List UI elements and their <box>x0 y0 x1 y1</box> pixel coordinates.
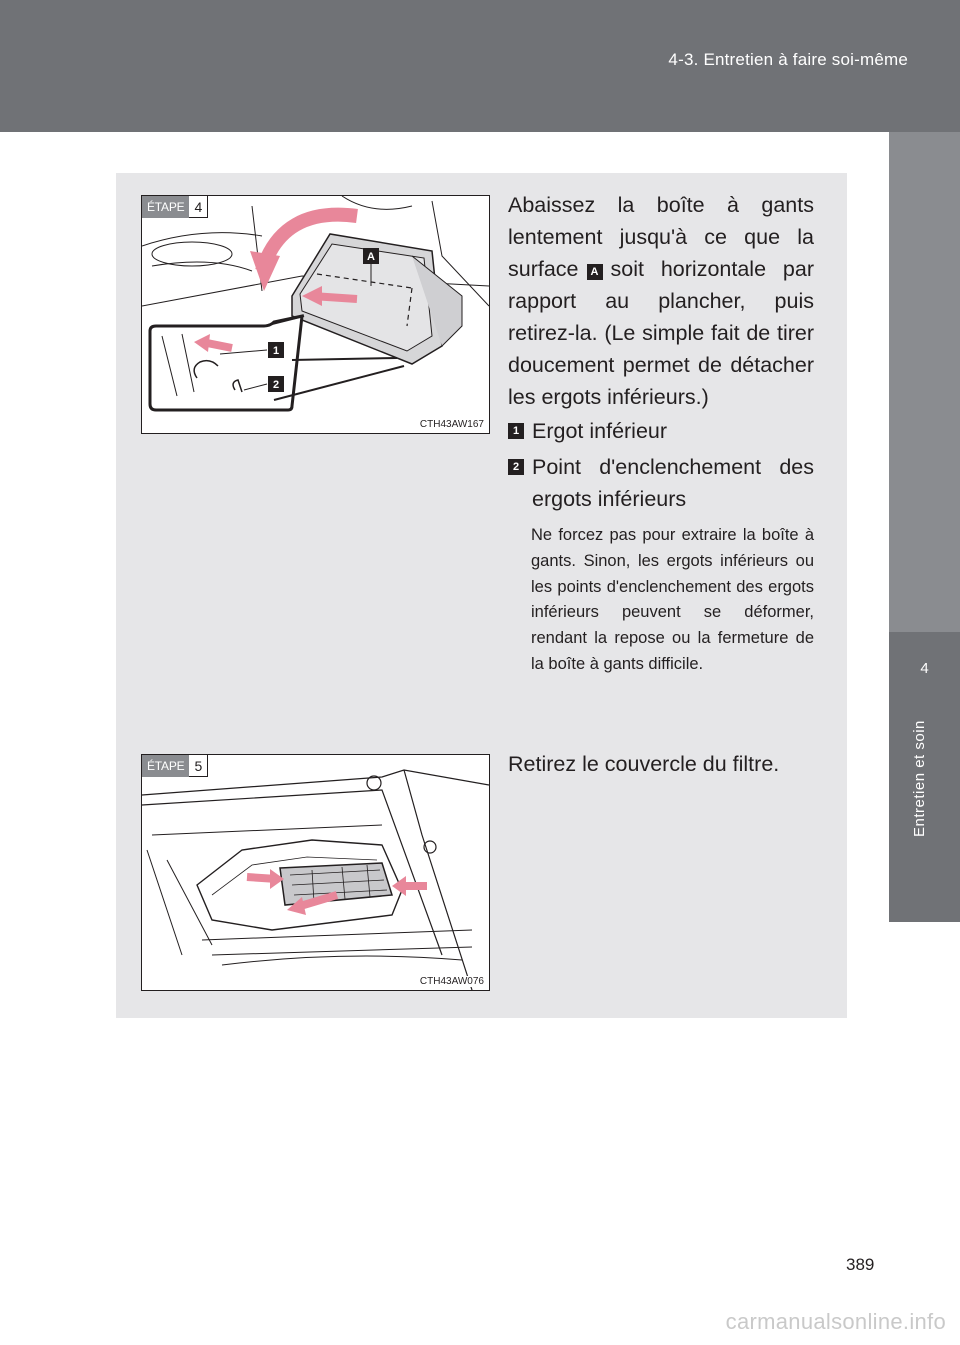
glove-box-illustration <box>142 196 489 433</box>
legend-item <box>508 451 814 515</box>
step-4-text-start: Abaissez la boîte à gants lentement jusqu'à ce que la surface <box>508 193 814 281</box>
step-badge-number: 5 <box>189 755 208 777</box>
side-tab-upper <box>889 132 960 632</box>
marker-2-icon: 2 <box>508 459 524 475</box>
step-badge <box>142 196 208 218</box>
step-badge-number: 4 <box>189 196 208 218</box>
step-5-instruction: Retirez le couvercle du filtre. <box>508 752 780 776</box>
step-badge-word: ÉTAPE <box>142 196 189 218</box>
figure-step-5 <box>141 754 490 991</box>
caution-note: Ne forcez pas pour extraire la boîte à gants. Sinon, les ergots inférieurs ou les points d'enclenchement des ergots inférieurs peuvent se déformer, rendant la repose ou la fermeture de la boîte à gants difficile. <box>531 526 814 673</box>
figure-code: CTH43AW076 <box>419 976 484 987</box>
callout-2-label: 2 <box>272 379 280 391</box>
chapter-number: 4 <box>920 660 929 677</box>
figure-code: CTH43AW167 <box>419 419 484 430</box>
legend-item <box>508 415 814 447</box>
header-band <box>0 0 960 132</box>
figure-step-4 <box>141 195 490 434</box>
step-4-text-end: soit horizontale par rapport au plancher, puis retirez-la. (Le simple fait de tirer doucement permet de détacher les ergots inférieurs.) <box>508 257 814 409</box>
legend-label: Point d'enclenchement des ergots inférieurs <box>532 455 814 511</box>
filter-cover-illustration <box>142 755 489 990</box>
section-title: 4-3. Entretien à faire soi-même <box>668 50 908 69</box>
legend-label: Ergot inférieur <box>532 419 668 443</box>
page-number: 389 <box>846 1255 875 1274</box>
step-4-instruction <box>508 189 814 413</box>
step-badge-word: ÉTAPE <box>142 755 189 777</box>
marker-1-icon: 1 <box>508 423 524 439</box>
watermark: carmanualsonline.info <box>725 1309 946 1334</box>
marker-a-icon: A <box>587 264 603 280</box>
callout-1-label: 1 <box>272 345 280 357</box>
callout-a-label: A <box>367 251 375 263</box>
chapter-side-tab <box>889 132 960 922</box>
step-badge <box>142 755 208 777</box>
chapter-title: Entretien et soin <box>911 720 928 837</box>
